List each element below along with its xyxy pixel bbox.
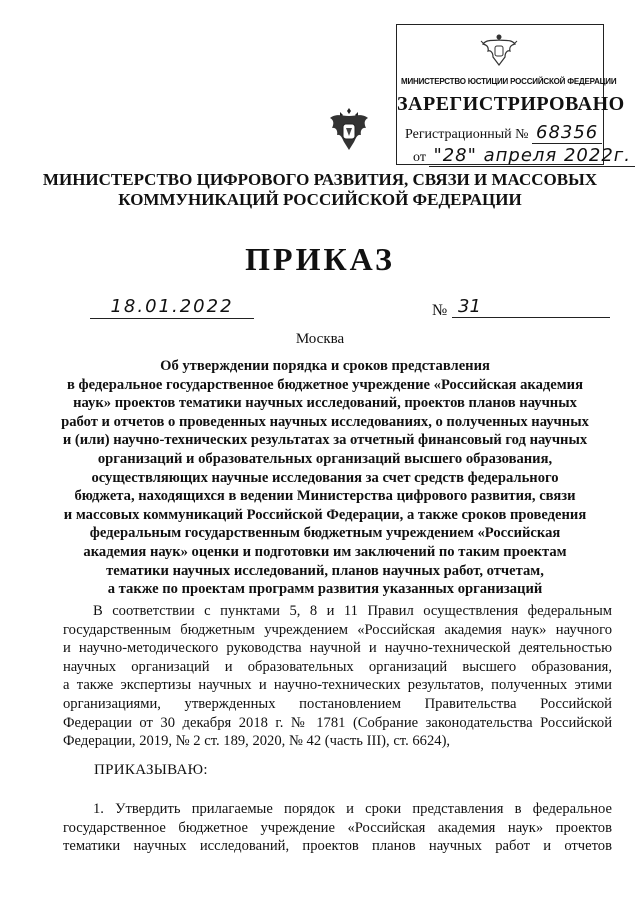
heading-line: академия наук» оценки и подготовки им заключений по таким проектам — [83, 543, 567, 560]
heading-line: и массовых коммуникаций Российской Федерации, а также сроков проведения — [63, 506, 587, 523]
heading-line: Об утверждении порядка и сроков представления — [160, 358, 490, 374]
order-heading — [58, 357, 592, 599]
order-date: 18.01.2022 — [90, 296, 254, 319]
heading-line: работ и отчетов о проведенных научных исследованиях, о полученных научных — [61, 413, 589, 430]
city: Москва — [295, 331, 345, 347]
ministry-line-2: КОММУНИКАЦИЙ РОССИЙСКОЙ ФЕДЕРАЦИИ — [118, 190, 522, 209]
heading-line: осуществляющих научные исследования за счет средств федерального — [91, 469, 559, 486]
registration-stamp — [396, 24, 631, 166]
stamp-reg-label: Регистрационный № — [405, 127, 529, 142]
heading-line: тематики научных исследований, планов научных работ, отчетам, — [106, 562, 544, 579]
item-1-line: тематики научных исследований, проектов планов научных работ и отчетов — [63, 838, 612, 855]
item-1-line: государственное бюджетное учреждение «Российская академия наук» проектов — [63, 819, 612, 836]
stamp-status: ЗАРЕГИСТРИРОВАНО — [397, 93, 625, 115]
double-headed-eagle-icon — [479, 31, 519, 71]
heading-line: и (или) научно-технических результатах за отчетный финансовый год научных — [62, 432, 588, 449]
stamp-date — [413, 145, 635, 166]
preamble-line: научных организаций и образовательных организаций высшего образования, — [63, 658, 612, 675]
preamble-line: В соответствии с пунктами 5, 8 и 11 Правил осуществления федеральным — [93, 603, 612, 619]
item-1-line: 1. Утвердить прилагаемые порядок и сроки представления в федеральное — [93, 801, 612, 817]
heading-line: а также по проектам программ развития указанных организаций — [107, 581, 543, 598]
ministry-name — [40, 170, 600, 210]
order-number: 31 — [452, 296, 610, 318]
stamp-ministry-name: МИНИСТЕРСТВО ЮСТИЦИИ РОССИЙСКОЙ ФЕДЕРАЦИИ — [401, 77, 617, 86]
preamble-line: и научно-методического руководства научной и научно-технической деятельностью — [63, 640, 612, 657]
preamble-line: Федерации от 30 декабря 2018 г. № 1781 (Собрание законодательства Российской — [63, 714, 612, 731]
heading-line: наук» проектов тематики научных исследований, проектов планов научных — [73, 395, 577, 412]
item-1-paragraph — [63, 800, 612, 856]
preamble-line: государственным бюджетным учреждением «Российская академия наук» научного — [63, 621, 612, 638]
heading-line: в федеральное государственное бюджетное учреждение «Российская академия — [67, 376, 583, 393]
document-title: ПРИКАЗ — [245, 241, 395, 277]
heading-line: организаций и образовательных организаций высшего образования, — [97, 450, 553, 467]
preamble-line: Федерации, 2019, № 2 ст. 189, 2020, № 42 (часть III), ст. 6624), — [63, 733, 451, 750]
preamble-line: а также экспертизы научных и научно-технических результатов, полученных этими — [63, 677, 612, 694]
preamble-paragraph — [63, 602, 612, 751]
stamp-date-prefix: от — [413, 150, 426, 165]
stamp-reg-number: 68356 — [532, 122, 602, 144]
order-word: ПРИКАЗЫВАЮ: — [94, 762, 208, 778]
stamp-date-value: "28" апреля 2022г. — [429, 145, 635, 167]
order-number-label: № — [432, 302, 448, 319]
ministry-line-1: МИНИСТЕРСТВО ЦИФРОВОГО РАЗВИТИЯ, СВЯЗИ И МАССОВЫХ — [42, 170, 598, 189]
coat-of-arms-icon — [326, 104, 372, 156]
heading-line: бюджета, находящихся в ведении Министерства цифрового развития, связи — [74, 488, 576, 505]
stamp-registration — [405, 122, 602, 143]
heading-line: федеральным государственным бюджетным учреждением «Российская — [89, 525, 561, 542]
preamble-line: организациями, утвержденных постановлением Правительства Российской — [63, 695, 612, 712]
